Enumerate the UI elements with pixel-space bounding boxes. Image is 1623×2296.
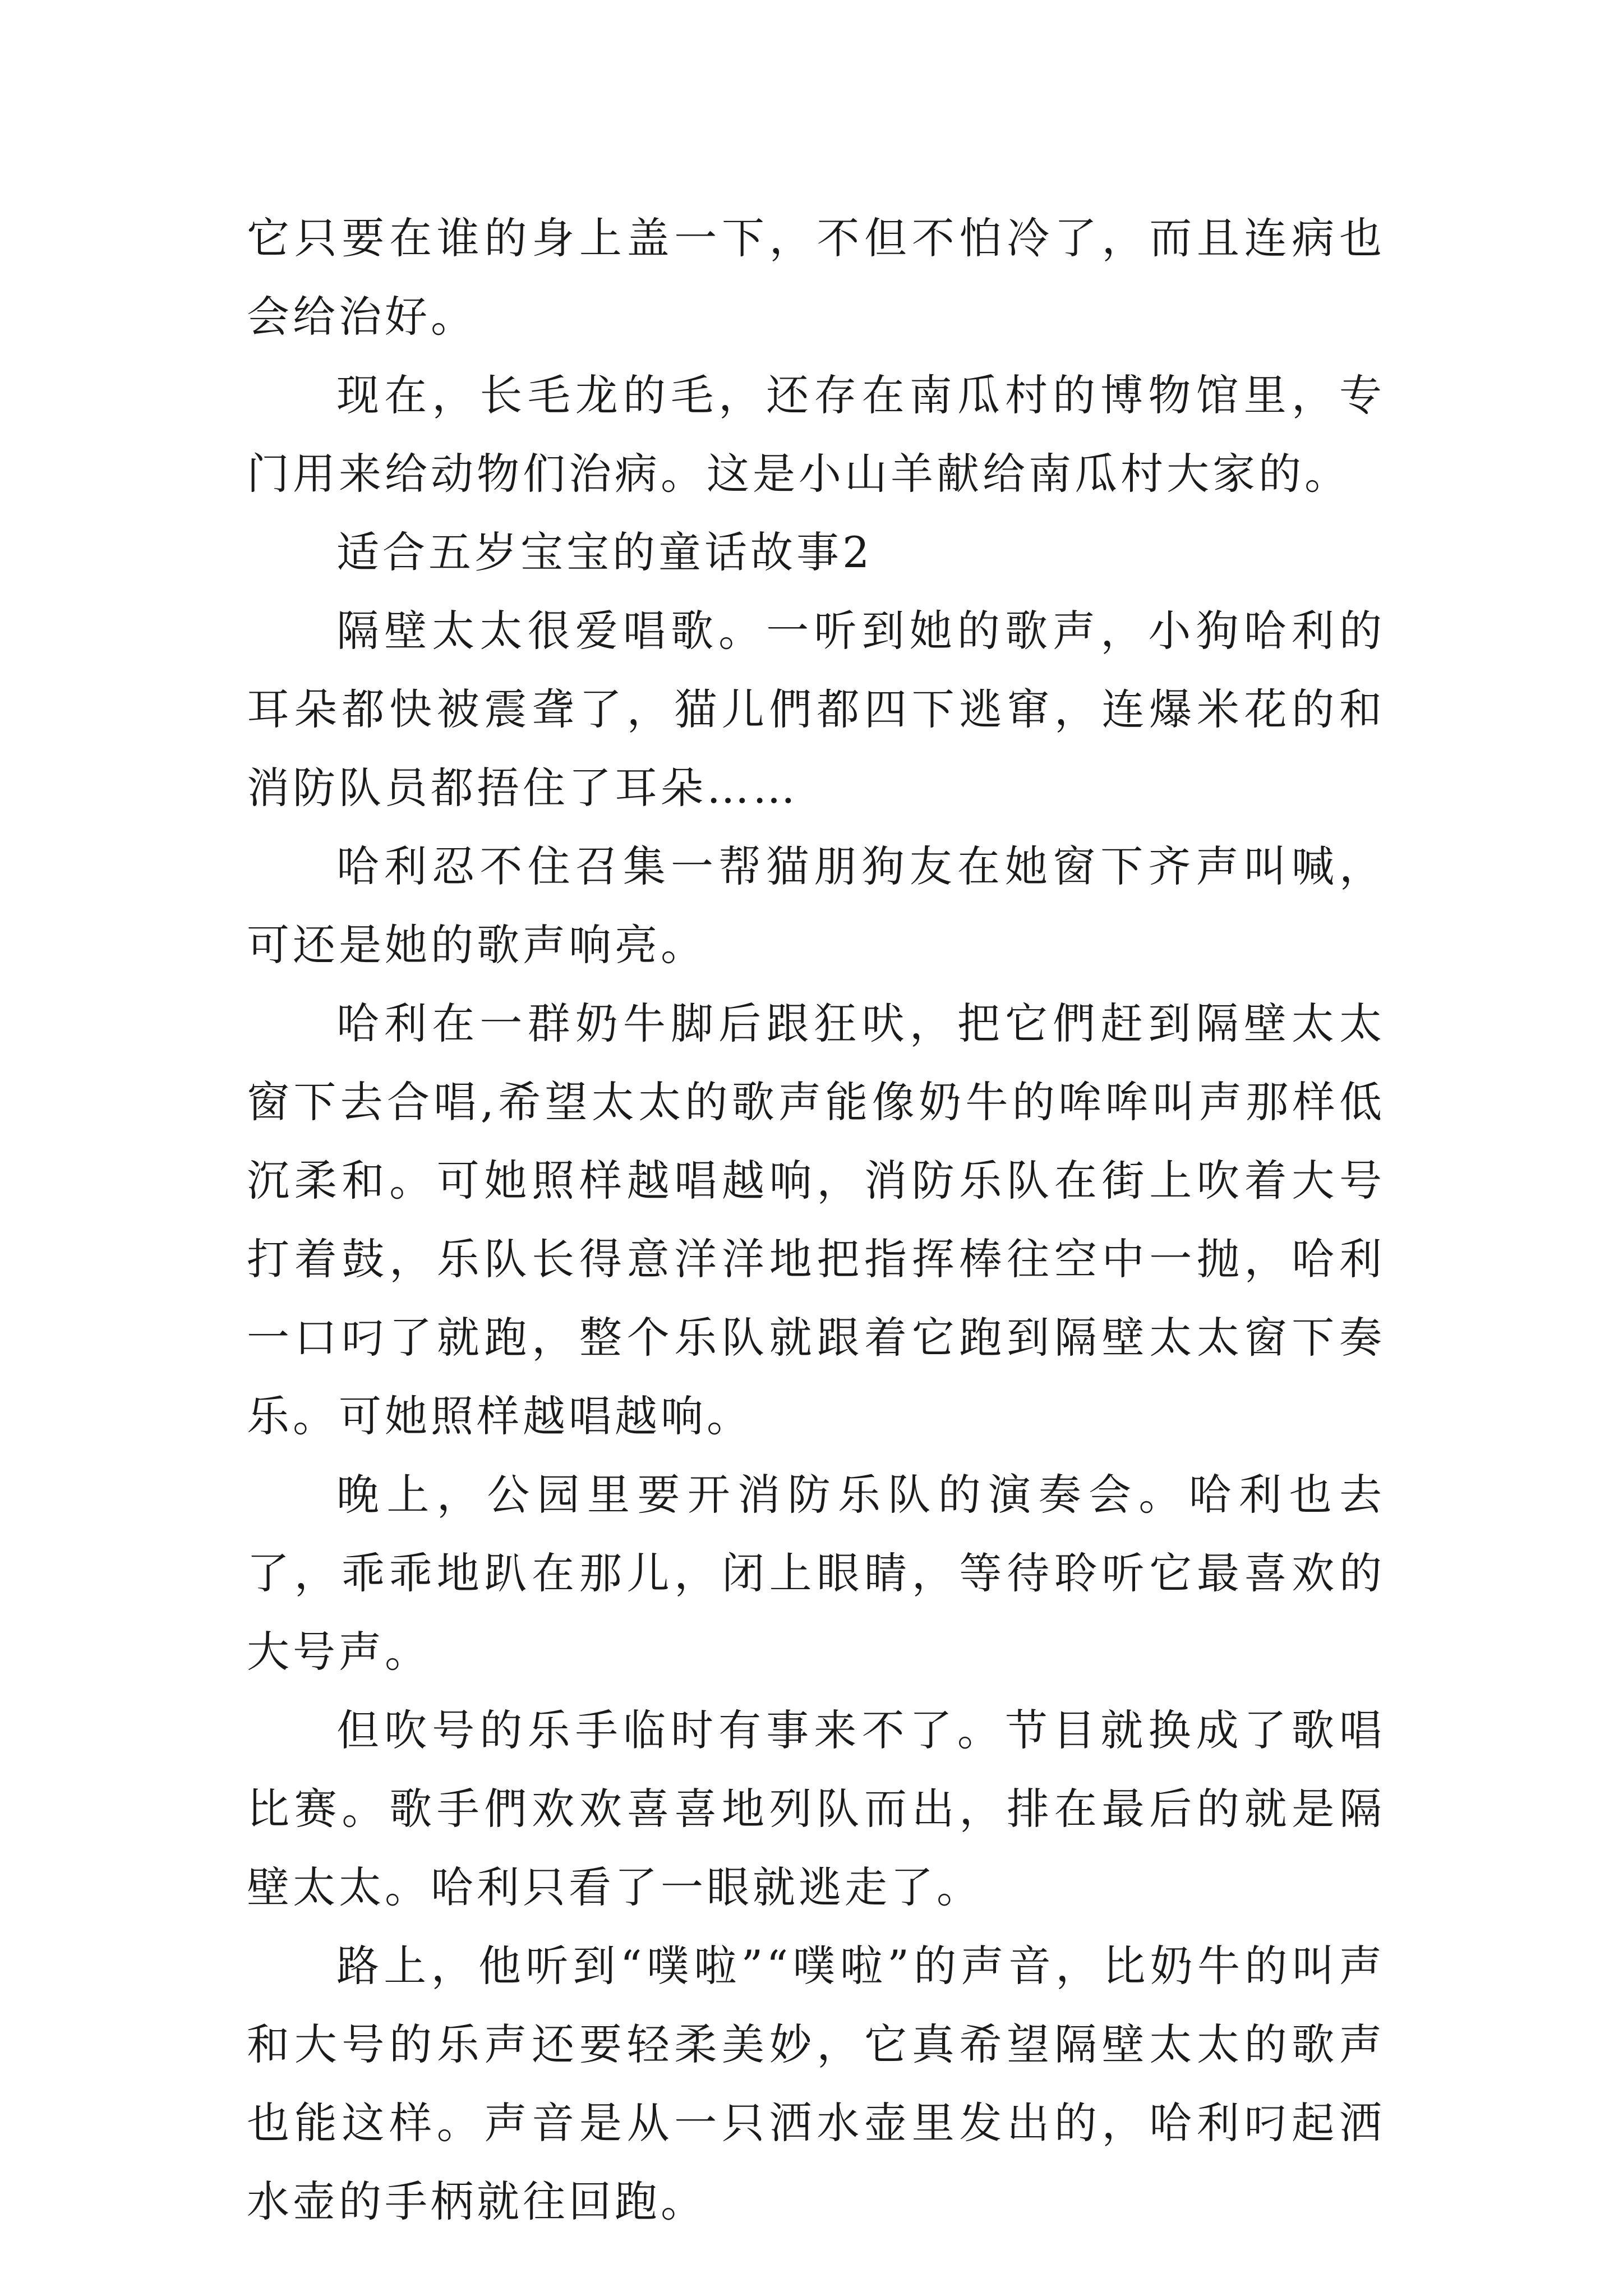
paragraph: 现在，长毛龙的毛，还存在南瓜村的博物馆里，专门用来给动物们治病。这是小山羊献给南瓜村大家的。 <box>247 370 1385 499</box>
paragraph: 哈利在一群奶牛脚后跟狂吠，把它們赶到隔壁太太窗下去合唱,希望太太的歌声能像奶牛的哞哞叫声那样低沉柔和。可她照样越唱越响，消防乐队在街上吹着大号打着鼓，乐队长得意洋洋地把指挥棒往空中一抛，哈利一口叼了就跑，整个乐队就跟着它跑到隔壁太太窗下奏乐。可她照样越唱越响。 <box>247 999 1385 1441</box>
paragraph: 哈利忍不住召集一帮猫朋狗友在她窗下齐声叫喊，可还是她的歌声响亮。 <box>247 841 1385 970</box>
paragraph: 但吹号的乐手临时有事来不了。节目就换成了歌唱比赛。歌手們欢欢喜喜地列队而出，排在最后的就是隔壁太太。哈利只看了一眼就逃走了。 <box>247 1705 1385 1912</box>
paragraph: 晚上，公园里要开消防乐队的演奏会。哈利也去了，乖乖地趴在那儿，闭上眼睛，等待聆听它最喜欢的大号声。 <box>247 1470 1385 1677</box>
paragraph-continuation: 它只要在谁的身上盖一下，不但不怕冷了，而且连病也会给治好。 <box>247 213 1385 342</box>
document-body <box>247 199 1385 2241</box>
story-title: 适合五岁宝宝的童话故事2 <box>336 527 873 577</box>
paragraph: 隔壁太太很爱唱歌。一听到她的歌声，小狗哈利的耳朵都快被震聋了，猫儿們都四下逃窜，连爆米花的和消防队员都捂住了耳朵…… <box>247 606 1385 813</box>
paragraph: 路上，他听到“噗啦”“噗啦”的声音，比奶牛的叫声和大号的乐声还要轻柔美妙，它真希望隔壁太太的歌声也能这样。声音是从一只洒水壶里发出的，哈利叼起洒水壶的手柄就往回跑。 <box>247 1941 1385 2226</box>
